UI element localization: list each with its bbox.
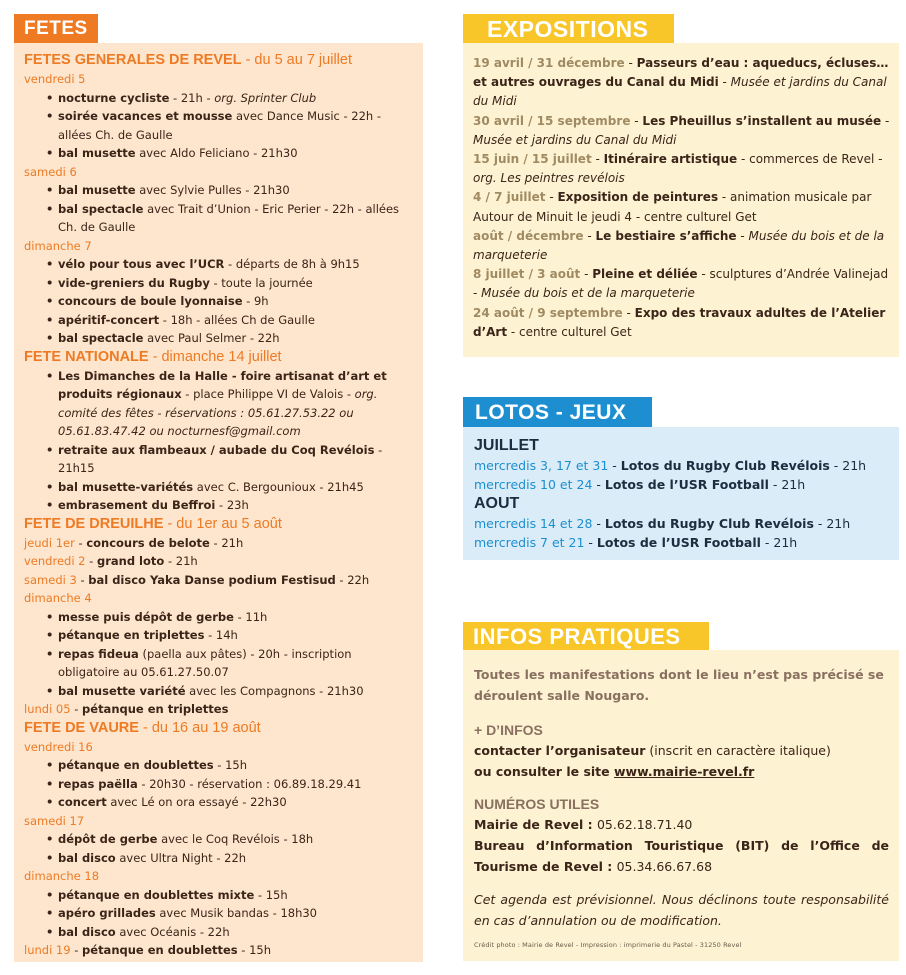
lotos-line: mercredis 3, 17 et 31 - Lotos du Rugby Club Revélois - 21h bbox=[474, 458, 867, 473]
event-list bbox=[24, 255, 413, 348]
bit-phone: 05.34.66.67.68 bbox=[616, 859, 713, 874]
lotos-time: - 21h bbox=[768, 477, 806, 492]
event-name: bal spectacle bbox=[58, 331, 144, 345]
event-name: bal musette variété bbox=[58, 683, 186, 698]
event-item bbox=[46, 608, 413, 627]
event-detail: - 11h bbox=[233, 609, 268, 624]
expo-detail: - centre culturel Get bbox=[507, 324, 632, 339]
fetes-header: FETES bbox=[14, 14, 98, 43]
event-detail: - 15h bbox=[237, 943, 272, 957]
expo-title: Itinéraire artistique bbox=[603, 152, 738, 167]
numeros-title: NUMÉROS UTILES bbox=[474, 796, 600, 812]
event-item bbox=[46, 849, 413, 868]
day-name: dimanche 7 bbox=[24, 238, 92, 253]
event-name: messe puis dépôt de gerbe bbox=[58, 609, 234, 624]
section-dates: - du 5 au 7 juillet bbox=[241, 52, 352, 68]
day-inline-event: - pétanque en doublettes - 15h bbox=[70, 943, 272, 957]
lotos-title: Lotos du Rugby Club Revélois bbox=[620, 458, 830, 473]
lotos-title: Lotos de l’USR Football bbox=[604, 477, 769, 492]
expo-dates: 30 avril / 15 septembre bbox=[473, 113, 631, 128]
expo-title: Le bestiaire s’affiche bbox=[595, 228, 737, 243]
day-label bbox=[24, 812, 413, 831]
event-detail: avec Lé on ora essayé - 22h30 bbox=[106, 795, 287, 809]
event-name: concours de boule lyonnaise bbox=[58, 294, 243, 308]
day-label bbox=[24, 738, 413, 757]
expo-dates: 4 / 7 juillet bbox=[473, 190, 546, 205]
expositions-box bbox=[463, 43, 899, 357]
day-name: dimanche 4 bbox=[24, 591, 92, 605]
expo-venue: Musée du bois et de la marqueterie bbox=[481, 286, 695, 301]
contact-note: (inscrit en caractère italique) bbox=[645, 743, 831, 758]
event-item bbox=[46, 626, 413, 645]
lotos-time: - 21h bbox=[760, 535, 798, 550]
lotos-line: mercredis 10 et 24 - Lotos de l’USR Football - 21h bbox=[474, 477, 806, 492]
event-item bbox=[46, 496, 413, 515]
site-line bbox=[474, 761, 889, 782]
event-item bbox=[46, 775, 413, 794]
event-item bbox=[46, 292, 413, 311]
lotos-date: mercredis 7 et 21 bbox=[474, 535, 585, 550]
event-detail: - place Philippe VI de Valois - bbox=[181, 387, 355, 401]
event-item bbox=[46, 923, 413, 942]
event-detail: - 22h bbox=[335, 572, 370, 587]
day-name: samedi 17 bbox=[24, 813, 85, 828]
bit-label: Bureau d’Information Touristique (BIT) de l’Office de Tourisme de Revel : bbox=[474, 838, 889, 874]
expo-dates: août / décembre bbox=[473, 228, 584, 243]
day-inline-event: - bal disco Yaka Danse podium Festisud - 22h bbox=[76, 572, 370, 587]
event-name: soirée vacances et mousse bbox=[58, 109, 233, 123]
event-name: pétanque en triplettes bbox=[82, 702, 229, 716]
day-name: lundi 05 bbox=[24, 702, 71, 716]
expo-venue: Musée et jardins du Canal du Midi bbox=[473, 132, 677, 147]
event-name: apéritif-concert bbox=[58, 312, 160, 327]
event-item bbox=[46, 274, 413, 293]
event-item bbox=[46, 793, 413, 812]
fetes-column bbox=[14, 14, 423, 962]
lotos-date: mercredis 3, 17 et 31 bbox=[474, 458, 609, 473]
event-detail: - 18h - allées Ch de Gaulle bbox=[159, 312, 315, 327]
lotos-date: mercredis 10 et 24 bbox=[474, 477, 593, 492]
day-name: dimanche 18 bbox=[24, 869, 100, 883]
exposition-item: 19 avril / 31 décembre - Passeurs d’eau : aqueducs, écluses… et autres ouvrages du Canal du Midi - Musée et jardins du Canal du Midi bbox=[473, 56, 889, 109]
exposition-item: 8 juillet / 3 août - Pleine et déliée - sculptures d’Andrée Valinejad - Musée du bois et de la marqueterie bbox=[473, 267, 889, 301]
section-name: FETES GENERALES DE REVEL bbox=[24, 52, 242, 68]
day-inline-event: - grand loto - 21h bbox=[85, 554, 198, 568]
day-inline-event: - concours de belote - 21h bbox=[74, 535, 244, 550]
lotos-line: mercredis 14 et 28 - Lotos du Rugby Club Revélois - 21h bbox=[474, 516, 851, 531]
event-detail: - 21h bbox=[209, 535, 244, 550]
mairie-line bbox=[474, 814, 889, 835]
event-item bbox=[46, 756, 413, 775]
expo-venue: org. Les peintres revélois bbox=[473, 171, 625, 186]
event-name: dépôt de gerbe bbox=[58, 832, 158, 846]
event-detail: avec Sylvie Pulles - 21h30 bbox=[135, 183, 290, 197]
event-detail: - départs de 8h à 9h15 bbox=[224, 257, 360, 271]
lotos-month: AOUT bbox=[474, 495, 520, 512]
section-dates: - dimanche 14 juillet bbox=[148, 348, 282, 365]
day-inline-event: - pétanque en triplettes bbox=[70, 702, 229, 716]
exposition-item: 15 juin / 15 juillet - Itinéraire artistique - commerces de Revel - org. Les peintres revélois bbox=[473, 152, 883, 186]
expo-detail: - bbox=[736, 228, 749, 243]
expo-detail: - commerces de Revel - bbox=[737, 152, 883, 167]
day-label bbox=[24, 163, 413, 182]
event-item bbox=[46, 682, 413, 701]
lotos-date: mercredis 14 et 28 bbox=[474, 516, 593, 531]
event-detail: - 21h15 bbox=[58, 442, 383, 475]
event-item bbox=[46, 904, 413, 923]
day-name: vendredi 5 bbox=[24, 72, 86, 86]
section-dates: - du 16 au 19 août bbox=[138, 719, 261, 736]
event-item bbox=[46, 645, 413, 682]
event-detail: avec Trait d’Union - Eric Perier - 22h - allées Ch. de Gaulle bbox=[58, 201, 400, 234]
event-name: nocturne cycliste bbox=[58, 90, 170, 105]
contact-line bbox=[474, 740, 889, 761]
infos-intro: Toutes les manifestations dont le lieu n’est pas précisé se déroulent salle Nougaro. bbox=[474, 667, 884, 703]
event-detail: - 15h bbox=[213, 758, 248, 772]
expositions-header: EXPOSITIONS bbox=[463, 14, 674, 43]
expo-venue: Musée du bois et de la marqueterie bbox=[473, 228, 885, 263]
disclaimer: Cet agenda est prévisionnel. Nous déclinons toute responsabilité en cas d’annulation ou de modification. bbox=[474, 892, 889, 928]
event-name: concours de belote bbox=[86, 535, 210, 550]
event-detail: (paella aux pâtes) - 20h - inscription obligatoire au 05.61.27.50.07 bbox=[58, 646, 352, 679]
event-name: pétanque en doublettes bbox=[58, 758, 214, 772]
site-link[interactable]: www.mairie-revel.fr bbox=[613, 764, 755, 779]
event-detail: avec le Coq Revélois - 18h bbox=[157, 832, 314, 846]
section-title bbox=[24, 515, 413, 534]
lotos-month: JUILLET bbox=[474, 437, 539, 454]
section-name: FETE DE VAURE bbox=[24, 719, 139, 736]
event-list bbox=[24, 608, 413, 701]
event-name: bal disco Yaka Danse podium Festisud bbox=[88, 572, 336, 587]
lotos-title: Lotos du Rugby Club Revélois bbox=[604, 516, 814, 531]
event-name: repas fideua bbox=[58, 646, 139, 661]
exposition-item: 30 avril / 15 septembre - Les Pheuillus s’installent au musée - Musée et jardins du Canal du Midi bbox=[473, 113, 890, 147]
event-item bbox=[46, 367, 413, 441]
event-list bbox=[24, 756, 413, 812]
expo-title: Exposition de peintures bbox=[557, 190, 719, 205]
expo-title: Expo des travaux adultes de l’Atelier d’Art bbox=[473, 305, 886, 339]
event-item bbox=[46, 181, 413, 200]
event-item bbox=[46, 89, 413, 108]
event-name: apéro grillades bbox=[58, 906, 156, 920]
event-name: grand loto bbox=[96, 554, 165, 568]
expo-venue: Musée et jardins du Canal du Midi bbox=[473, 75, 887, 109]
section-name: FETE DE DREUILHE bbox=[24, 515, 164, 532]
right-column bbox=[463, 14, 899, 961]
day-name: lundi 19 bbox=[24, 943, 71, 957]
expo-dates: 24 août / 9 septembre bbox=[473, 305, 623, 320]
exposition-item: 4 / 7 juillet - Exposition de peintures - animation musicale par Autour de Minuit le jeudi 4 - centre culturel Get bbox=[473, 190, 872, 224]
day-label bbox=[24, 867, 413, 886]
event-detail: avec Musik bandas - 18h30 bbox=[155, 906, 317, 920]
lotos-time: - 21h bbox=[829, 458, 867, 473]
plus-infos-title: + D’INFOS bbox=[474, 722, 543, 738]
day-label bbox=[24, 941, 413, 960]
day-label bbox=[24, 571, 413, 590]
event-detail: - 23h bbox=[215, 498, 249, 512]
section-name: FETE NATIONALE bbox=[24, 348, 149, 365]
expo-title: Passeurs d’eau : aqueducs, écluses… et autres ouvrages du Canal du Midi bbox=[473, 56, 889, 90]
event-detail: avec Aldo Feliciano - 21h30 bbox=[135, 146, 298, 160]
event-item bbox=[46, 255, 413, 274]
exposition-item: août / décembre - Le bestiaire s’affiche - Musée du bois et de la marqueterie bbox=[473, 228, 885, 263]
day-label bbox=[24, 589, 413, 608]
lotos-time: - 21h bbox=[813, 516, 851, 531]
event-item bbox=[46, 830, 413, 849]
mairie-label: Mairie de Revel : bbox=[474, 817, 597, 832]
expo-dates: 19 avril / 31 décembre bbox=[473, 56, 625, 70]
infos-header: INFOS PRATIQUES bbox=[463, 622, 709, 650]
day-name: samedi 6 bbox=[24, 164, 77, 179]
event-organizer: org. comité des fêtes - réservations : 05.61.27.53.22 ou 05.61.83.47.42 ou nocturnesf@gmail.com bbox=[58, 387, 378, 438]
event-detail: - 20h30 - réservation : 06.89.18.29.41 bbox=[137, 776, 362, 791]
event-detail: - toute la journée bbox=[209, 275, 313, 290]
event-item bbox=[46, 200, 413, 237]
day-name: jeudi 1er bbox=[24, 535, 75, 550]
section-dates: - du 1er au 5 août bbox=[163, 515, 282, 532]
expo-detail: - bbox=[718, 75, 731, 90]
lotos-title: Lotos de l’USR Football bbox=[596, 535, 761, 550]
day-label bbox=[24, 552, 413, 571]
event-name: bal spectacle bbox=[58, 201, 144, 216]
event-name: embrasement du Beffroi bbox=[58, 498, 216, 512]
event-detail: avec les Compagnons - 21h30 bbox=[185, 683, 364, 698]
event-name: concert bbox=[58, 795, 107, 809]
event-organizer: org. Sprinter Club bbox=[214, 90, 317, 105]
event-name: bal musette bbox=[58, 183, 136, 197]
event-item bbox=[46, 107, 413, 144]
lotos-box bbox=[463, 427, 899, 560]
event-name: Les Dimanches de la Halle - foire artisanat d’art et produits régionaux bbox=[58, 368, 387, 401]
mairie-phone: 05.62.18.71.40 bbox=[596, 817, 693, 832]
event-list bbox=[24, 181, 413, 237]
expo-title: Les Pheuillus s’installent au musée bbox=[642, 113, 882, 128]
event-detail: - 15h bbox=[254, 887, 288, 902]
event-list bbox=[24, 89, 413, 163]
day-name: vendredi 16 bbox=[24, 739, 93, 754]
section-title bbox=[24, 348, 413, 367]
section-title bbox=[24, 51, 413, 70]
event-name: bal disco bbox=[58, 850, 116, 865]
event-name: vide-greniers du Rugby bbox=[58, 275, 210, 290]
expo-title: Pleine et déliée bbox=[592, 267, 698, 282]
event-name: retraite aux flambeaux / aubade du Coq Revélois bbox=[58, 442, 375, 457]
expo-detail: - sculptures d’Andrée Valinejad - bbox=[473, 267, 889, 301]
event-detail: avec Paul Selmer - 22h bbox=[143, 331, 280, 345]
event-name: pétanque en triplettes bbox=[58, 628, 205, 642]
event-detail: avec Dance Music - 22h - allées Ch. de Gaulle bbox=[58, 109, 382, 142]
day-label bbox=[24, 70, 413, 89]
bit-line bbox=[474, 835, 889, 877]
section-title bbox=[24, 719, 413, 738]
event-list bbox=[24, 367, 413, 515]
lotos-line: mercredis 7 et 21 - Lotos de l’USR Football - 21h bbox=[474, 535, 798, 550]
event-item bbox=[46, 329, 413, 348]
event-detail: - 21h bbox=[164, 554, 198, 568]
day-name: samedi 3 bbox=[24, 572, 77, 587]
event-name: repas paëlla bbox=[58, 776, 138, 791]
photo-credit: Crédit photo : Mairie de Revel - Impression : imprimerie du Pastel - 31250 Revel bbox=[474, 941, 742, 949]
contact-bold: contacter l’organisateur bbox=[474, 743, 646, 758]
event-item bbox=[46, 311, 413, 330]
event-item bbox=[46, 886, 413, 905]
fetes-box bbox=[14, 43, 423, 962]
day-label bbox=[24, 237, 413, 256]
event-name: pétanque en doublettes mixte bbox=[58, 887, 255, 902]
expo-detail: - bbox=[881, 113, 890, 128]
event-name: pétanque en doublettes bbox=[82, 943, 238, 957]
event-name: bal musette-variétés bbox=[58, 479, 194, 494]
event-list bbox=[24, 830, 413, 867]
expo-detail: - animation musicale par Autour de Minuit le jeudi 4 - centre culturel Get bbox=[473, 190, 872, 224]
expo-dates: 15 juin / 15 juillet bbox=[473, 152, 592, 167]
event-detail: - 14h bbox=[204, 628, 238, 642]
expo-dates: 8 juillet / 3 août bbox=[473, 267, 581, 282]
event-name: bal musette bbox=[58, 146, 136, 160]
event-list bbox=[24, 886, 413, 942]
event-item bbox=[46, 144, 413, 163]
day-name: vendredi 2 bbox=[24, 554, 86, 568]
lotos-header: LOTOS - JEUX bbox=[463, 397, 652, 427]
event-detail: avec Ultra Night - 22h bbox=[115, 850, 247, 865]
event-item bbox=[46, 478, 413, 497]
site-label: ou consulter le site bbox=[474, 764, 614, 779]
event-detail: - 9h bbox=[242, 294, 269, 308]
event-detail: avec Océanis - 22h bbox=[115, 924, 230, 939]
event-detail: avec C. Bergounioux - 21h45 bbox=[193, 479, 364, 494]
event-name: vélo pour tous avec l’UCR bbox=[58, 257, 225, 271]
event-name: bal disco bbox=[58, 924, 116, 939]
day-label bbox=[24, 534, 413, 553]
infos-box bbox=[463, 650, 899, 961]
event-detail: - 21h - bbox=[169, 90, 215, 105]
day-label bbox=[24, 700, 413, 719]
exposition-item: 24 août / 9 septembre - Expo des travaux adultes de l’Atelier d’Art - centre culturel Get bbox=[473, 305, 886, 339]
event-item bbox=[46, 441, 413, 478]
